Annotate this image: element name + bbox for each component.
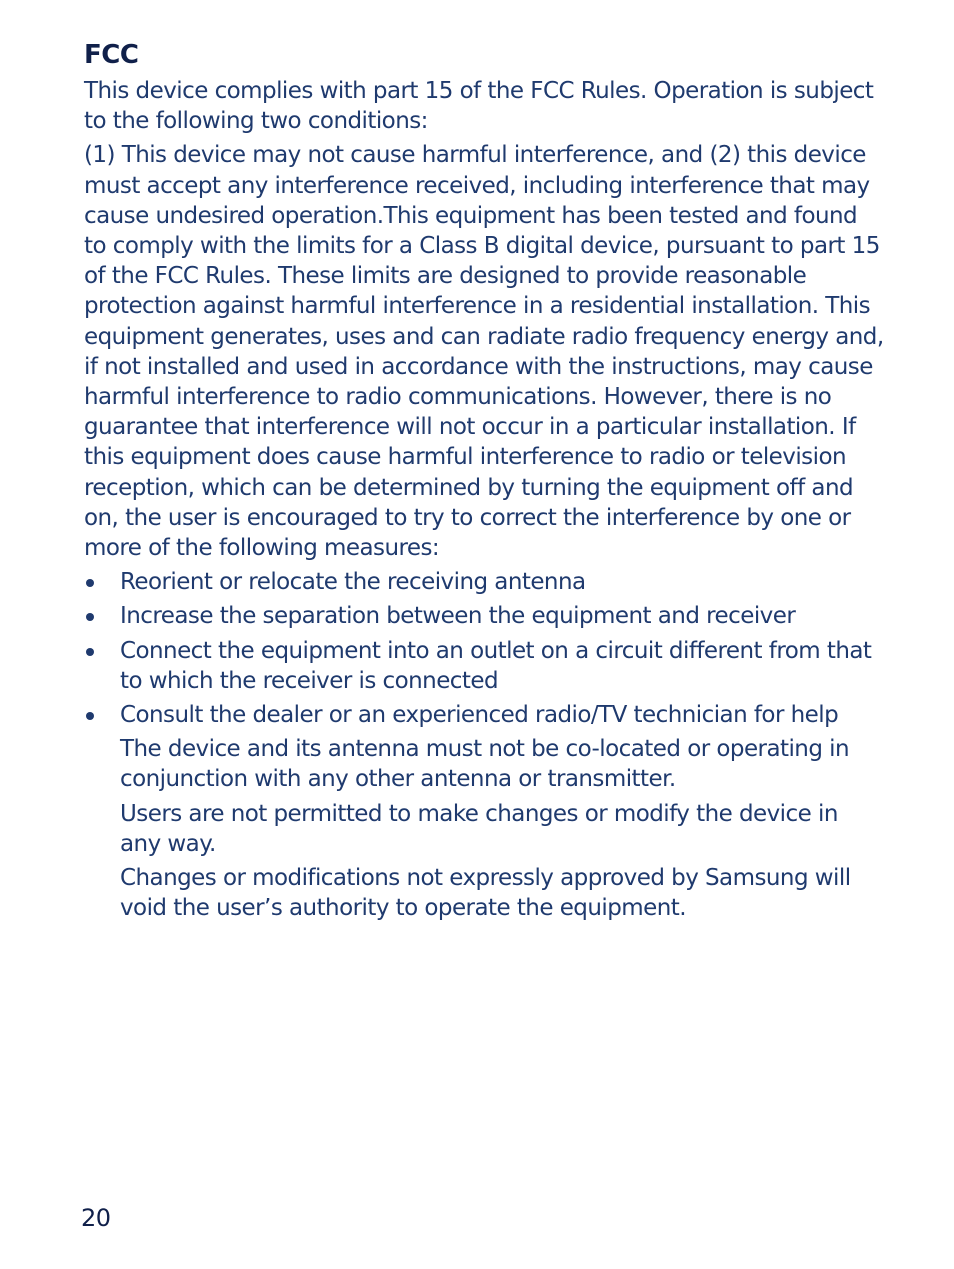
list-item-text: Reorient or relocate the receiving antenna xyxy=(120,569,586,596)
list-item-text: Connect the equipment into an outlet on a circuit different from that to which the receiver is connected xyxy=(120,637,872,694)
body-paragraph: (1) This device may not cause harmful interference, and (2) this device must accept any interference received, including interference that may cause undesired operation.This equipment has been tested and found to comply with the limits for a Class B digital device, pursuant to part 15 of the FCC Rules. These limits are designed to provide reasonable protection against harmful interference in a residential installation. This equipment generates, uses and can radiate radio frequency energy and, if not installed and used in accordance with the instructions, may cause harmful interference to radio communications. However, there is no guarantee that interference will not occur in a particular installation. If this equipment does cause harmful interference to radio or television reception, which can be determined by turning the equipment off and on, the user is encouraged to try to correct the interference by one or more of the following measures: xyxy=(84,142,884,562)
bullet-icon xyxy=(86,579,94,587)
note-authority: Changes or modifications not expressly approved by Samsung will void the user’s authority to operate the equipment. xyxy=(120,865,851,922)
measures-list xyxy=(84,567,884,730)
section-heading: FCC xyxy=(84,40,139,70)
list-item-text: Increase the separation between the equipment and receiver xyxy=(120,603,796,630)
list-item-text: Consult the dealer or an experienced radio/TV technician for help xyxy=(120,702,839,729)
list-item xyxy=(84,636,884,696)
bullet-icon xyxy=(86,648,94,656)
list-item xyxy=(84,700,884,730)
document-page xyxy=(84,38,884,927)
note-colocation: The device and its antenna must not be co-located or operating in conjunction with any other antenna or transmitter. xyxy=(120,736,850,793)
note-modification: Users are not permitted to make changes or modify the device in any way. xyxy=(120,800,838,857)
intro-paragraph: This device complies with part 15 of the FCC Rules. Operation is subject to the following two conditions: xyxy=(84,78,874,135)
list-item xyxy=(84,601,884,631)
page-number: 20 xyxy=(81,1204,111,1232)
list-item xyxy=(84,567,884,597)
bullet-icon xyxy=(86,613,94,621)
bullet-icon xyxy=(86,712,94,720)
